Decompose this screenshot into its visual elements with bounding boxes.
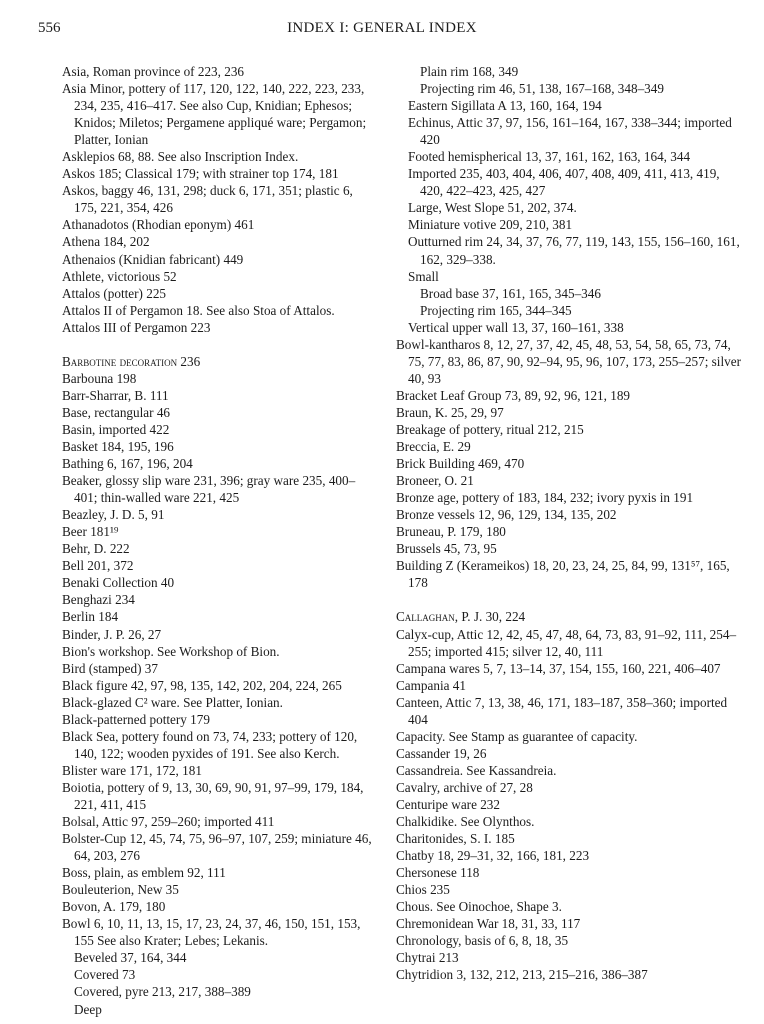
- index-entry: Bird (stamped) 37: [62, 660, 158, 676]
- index-subentry: Imported 235, 403, 404, 406, 407, 408, 409, 411, 413, 419, 420, 422–423, 425, 427: [408, 166, 720, 199]
- index-entry: Bathing 6, 167, 196, 204: [62, 456, 193, 472]
- index-entry: Athenaios (Knidian fabricant) 449: [62, 251, 244, 267]
- index-entry: Athanadotos (Rhodian eponym) 461: [62, 217, 255, 233]
- index-entry: Attalos III of Pergamon 223: [62, 319, 211, 335]
- index-entry: Barbotine decoration 236: [62, 353, 201, 369]
- index-entry: Basin, imported 422: [62, 421, 170, 437]
- index-entry: Breccia, E. 29: [396, 439, 471, 455]
- index-entry: Chytrai 213: [396, 950, 459, 966]
- index-entry: Chalkidike. See Olynthos.: [396, 814, 535, 830]
- index-entry: Behr, D. 222: [62, 541, 130, 557]
- index-subentry: Vertical upper wall 13, 37, 160–161, 338: [408, 319, 624, 335]
- index-entry: Benghazi 234: [62, 592, 135, 608]
- index-entry: Braun, K. 25, 29, 97: [396, 404, 504, 420]
- index-entry: Bell 201, 372: [62, 558, 134, 574]
- index-entry: Chersonese 118: [396, 865, 480, 881]
- index-entry: Binder, J. P. 26, 27: [62, 626, 162, 642]
- index-subentry: Echinus, Attic 37, 97, 156, 161–164, 167, 338–344; imported 420: [408, 115, 732, 148]
- index-entry: Chremonidean War 18, 31, 33, 117: [396, 916, 581, 932]
- index-entry: Chatby 18, 29–31, 32, 166, 181, 223: [396, 848, 590, 864]
- index-entry: Chytridion 3, 132, 212, 213, 215–216, 386–387: [396, 967, 648, 983]
- index-entry: Bolsal, Attic 97, 259–260; imported 411: [62, 814, 275, 830]
- index-entry: Black-patterned pottery 179: [62, 711, 210, 727]
- index-subentry: Small: [408, 268, 439, 284]
- index-entry: Black-glazed C² ware. See Platter, Ionian.: [62, 694, 283, 710]
- index-entry: Callaghan, P. J. 30, 224: [396, 609, 526, 625]
- index-entry: Bowl-kantharos 8, 12, 27, 37, 42, 45, 48, 53, 54, 58, 65, 73, 74, 75, 77, 83, 86, 87, 90, 92–94, 95, 96, 107, 173, 255–257; silver 40, 93: [396, 336, 741, 386]
- index-entry: Asklepios 68, 88. See also Inscription Index.: [62, 149, 299, 165]
- index-entry: Bruneau, P. 179, 180: [396, 524, 506, 540]
- index-column-right: [396, 63, 742, 983]
- index-entry: Cavalry, archive of 27, 28: [396, 779, 533, 795]
- index-entry: Asia Minor, pottery of 117, 120, 122, 140, 222, 223, 233, 234, 235, 416–417. See also Cup, Knidian; Ephesos; Knidos; Miletos; Pergamene appliqué ware; Pergamon; Platter, Ionian: [62, 81, 367, 148]
- index-subentry: Eastern Sigillata A 13, 160, 164, 194: [408, 98, 602, 114]
- index-entry: Chios 235: [396, 882, 450, 898]
- index-entry: Beer 181¹⁹: [62, 524, 119, 540]
- index-subentry: Covered 73: [74, 967, 136, 983]
- index-entry: Building Z (Kerameikos) 18, 20, 23, 24, 25, 84, 99, 131⁵⁷, 165, 178: [396, 558, 730, 591]
- index-entry: Beazley, J. D. 5, 91: [62, 507, 165, 523]
- index-entry: Base, rectangular 46: [62, 404, 171, 420]
- index-entry: Charitonides, S. I. 185: [396, 831, 515, 847]
- index-subentry: Covered, pyre 213, 217, 388–389: [74, 984, 251, 1000]
- index-subentry: Plain rim 168, 349: [420, 64, 519, 79]
- index-entry: Benaki Collection 40: [62, 575, 175, 591]
- index-entry: Askos, baggy 46, 131, 298; duck 6, 171, 351; plastic 6, 175, 221, 354, 426: [62, 183, 353, 216]
- index-entry: Breakage of pottery, ritual 212, 215: [396, 421, 584, 437]
- index-entry: Berlin 184: [62, 609, 119, 625]
- index-entry: Basket 184, 195, 196: [62, 438, 174, 454]
- index-entry: Cassander 19, 26: [396, 745, 487, 761]
- index-subentry: Outturned rim 24, 34, 37, 76, 77, 119, 143, 155, 156–160, 161, 162, 329–338.: [408, 234, 740, 267]
- index-entry: Bion's workshop. See Workshop of Bion.: [62, 643, 280, 659]
- index-entry: Asia, Roman province of 223, 236: [62, 64, 245, 79]
- index-entry: Chronology, basis of 6, 8, 18, 35: [396, 933, 569, 949]
- index-entry: Black figure 42, 97, 98, 135, 142, 202, 204, 224, 265: [62, 677, 342, 693]
- page-number: 556: [38, 20, 61, 36]
- index-entry: Cassandreia. See Kassandreia.: [396, 762, 557, 778]
- index-entry: Brick Building 469, 470: [396, 456, 525, 472]
- index-entry: Bovon, A. 179, 180: [62, 899, 166, 915]
- index-entry: Campana wares 5, 7, 13–14, 37, 154, 155, 160, 221, 406–407: [396, 660, 721, 676]
- index-entry: Barr-Sharrar, B. 111: [62, 387, 169, 403]
- index-entry: Canteen, Attic 7, 13, 38, 46, 171, 183–187, 358–360; imported 404: [396, 694, 728, 727]
- index-entry: Capacity. See Stamp as guarantee of capacity.: [396, 728, 638, 744]
- index-entry: Black Sea, pottery found on 73, 74, 233; pottery of 120, 140, 122; wooden pyxides of 191. See also Kerch.: [62, 728, 358, 761]
- index-entry: Beaker, glossy slip ware 231, 396; gray ware 235, 400–401; thin-walled ware 221, 425: [62, 473, 356, 506]
- index-entry: Campania 41: [396, 677, 466, 693]
- index-entry: Bronze vessels 12, 96, 129, 134, 135, 202: [396, 507, 617, 523]
- index-entry: Chous. See Oinochoe, Shape 3.: [396, 899, 562, 915]
- index-entry: Attalos II of Pergamon 18. See also Stoa of Attalos.: [62, 302, 335, 318]
- index-entry: Blister ware 171, 172, 181: [62, 762, 202, 778]
- index-subentry: Projecting rim 46, 51, 138, 167–168, 348–349: [420, 81, 664, 97]
- index-entry: Boss, plain, as emblem 92, 111: [62, 865, 226, 881]
- index-entry: Centuripe ware 232: [396, 796, 500, 812]
- index-entry: Bowl 6, 10, 11, 13, 15, 17, 23, 24, 37, 46, 150, 151, 153, 155 See also Krater; Lebes; Lekanis.: [62, 916, 361, 949]
- index-subentry: Beveled 37, 164, 344: [74, 950, 187, 966]
- index-subentry: Footed hemispherical 13, 37, 161, 162, 163, 164, 344: [408, 149, 691, 165]
- index-entry: Bolster-Cup 12, 45, 74, 75, 96–97, 107, 259; miniature 46, 64, 203, 276: [62, 831, 372, 864]
- index-entry: Brussels 45, 73, 95: [396, 541, 497, 557]
- index-entry: Askos 185; Classical 179; with strainer top 174, 181: [62, 166, 339, 182]
- index-subentry: Projecting rim 165, 344–345: [420, 302, 572, 318]
- index-entry: Bronze age, pottery of 183, 184, 232; ivory pyxis in 191: [396, 490, 694, 506]
- index-subentry: Broad base 37, 161, 165, 345–346: [420, 285, 601, 301]
- index-subentry: Large, West Slope 51, 202, 374.: [408, 200, 577, 216]
- page-header: [0, 20, 764, 46]
- index-entry: Boiotia, pottery of 9, 13, 30, 69, 90, 91, 97–99, 179, 184, 221, 411, 415: [62, 779, 364, 812]
- index-subentry: Miniature votive 209, 210, 381: [408, 217, 573, 233]
- index-entry: Barbouna 198: [62, 370, 137, 386]
- index-column-left: [62, 63, 376, 1018]
- index-entry: Attalos (potter) 225: [62, 285, 167, 301]
- index-entry: Broneer, O. 21: [396, 473, 474, 489]
- index-entry: Athlete, victorious 52: [62, 268, 177, 284]
- index-entry: Calyx-cup, Attic 12, 42, 45, 47, 48, 64, 73, 83, 91–92, 111, 254–255; imported 415; silver 12, 40, 111: [396, 626, 737, 659]
- index-subentry: Deep: [74, 1001, 102, 1017]
- running-head: INDEX I: GENERAL INDEX: [287, 20, 477, 36]
- index-entry: Athena 184, 202: [62, 234, 150, 250]
- index-entry: Bracket Leaf Group 73, 89, 92, 96, 121, 189: [396, 387, 631, 403]
- index-entry: Bouleuterion, New 35: [62, 882, 179, 898]
